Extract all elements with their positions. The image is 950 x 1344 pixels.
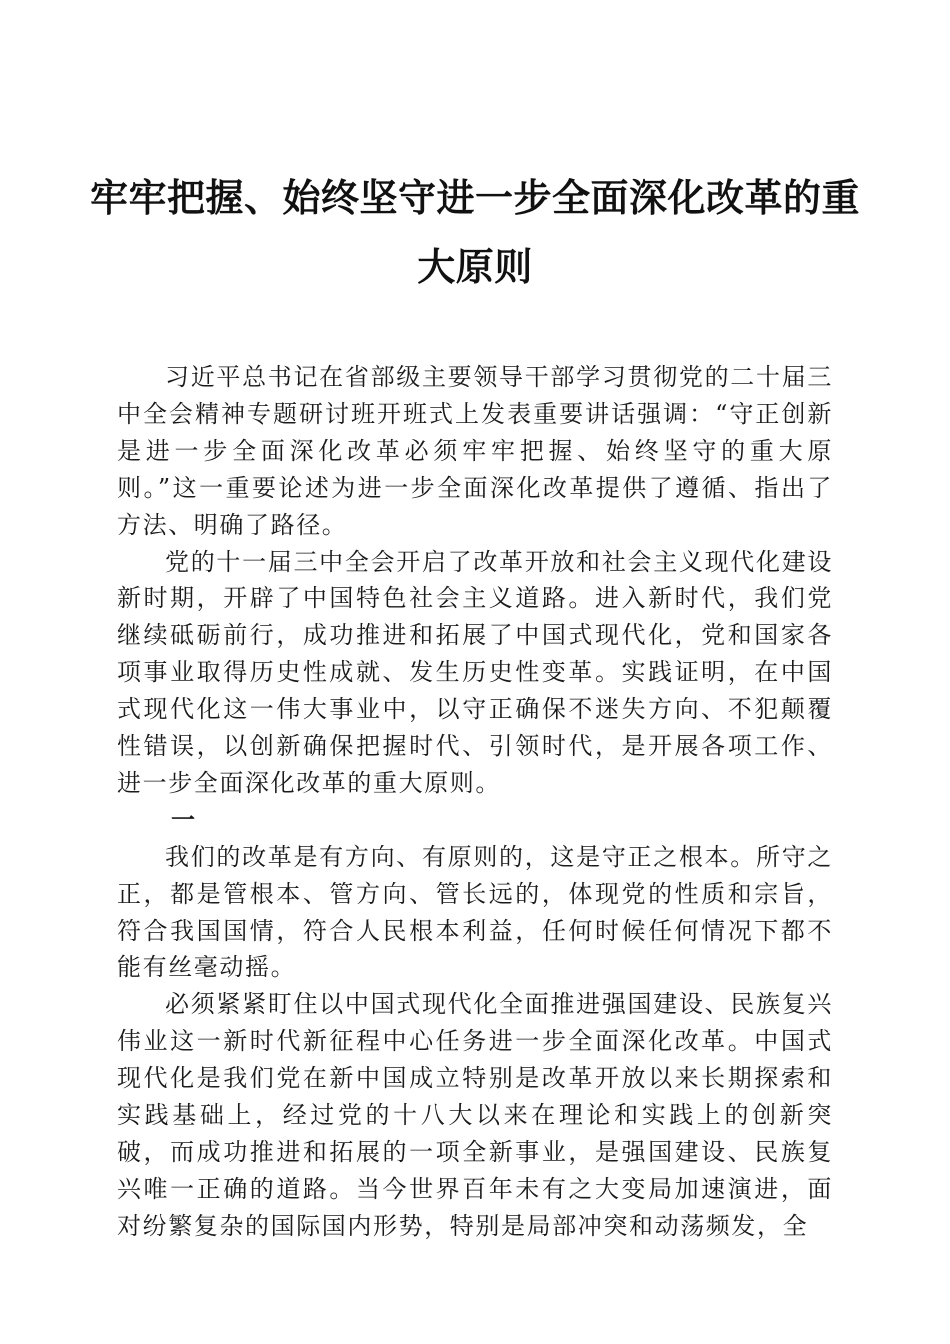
- section-paragraph-2: 必须紧紧盯住以中国式现代化全面推进强国建设、民族复兴伟业这一新时代新征程中心任务进一步全面深化改革。中国式现代化是我们党在新中国成立特别是改革开放以来长期探索和实践基础上，经过党的十八大以来在理论和实践上的创新突破，而成功推进和拓展的一项全新事业，是强国建设、民族复兴唯一正确的道路。当今世界百年未有之大变局加速演进，面对纷繁复杂的国际国内形势，特别是局部冲突和动荡频发，全: [117, 990, 833, 1240]
- document-title: [90, 163, 860, 301]
- title-line-1: 牢牢把握、始终坚守进一步全面深化改革的重: [90, 175, 861, 220]
- paragraph-intro: 习近平总书记在省部级主要领导干部学习贯彻党的二十届三中全会精神专题研讨班开班式上发表重要讲话强调：“守正创新是进一步全面深化改革必须牢牢把握、始终坚守的重大原则。”这一重要论述为进一步全面深化改革提供了遵循、指出了方法、明确了路径。: [117, 363, 833, 539]
- paragraph-context: 党的十一届三中全会开启了改革开放和社会主义现代化建设新时期，开辟了中国特色社会主义道路。进入新时代，我们党继续砥砺前行，成功推进和拓展了中国式现代化，党和国家各项事业取得历史性成就、发生历史性变革。实践证明，在中国式现代化这一伟大事业中，以守正确保不迷失方向、不犯颠覆性错误，以创新确保把握时代、引领时代，是开展各项工作、进一步全面深化改革的重大原则。: [117, 547, 833, 797]
- section-number: 一: [171, 804, 195, 834]
- title-line-2: 大原则: [417, 244, 533, 289]
- document-body: [117, 359, 833, 1245]
- section-paragraph-1: 我们的改革是有方向、有原则的，这是守正之根本。所守之正，都是管根本、管方向、管长远的，体现党的性质和宗旨，符合我国国情，符合人民根本利益，任何时候任何情况下都不能有丝毫动摇。: [117, 842, 833, 982]
